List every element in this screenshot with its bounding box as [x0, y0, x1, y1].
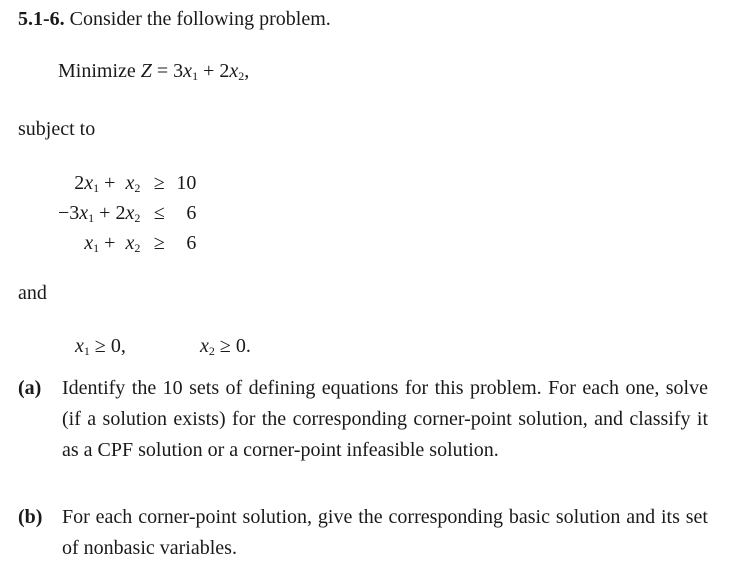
nonnegativity-x2: $x_2 \ge 0$.: [200, 335, 251, 358]
constraint-operator: ≤: [153, 202, 165, 224]
and-label: and: [18, 282, 47, 304]
constraint-rhs: 10: [176, 172, 197, 194]
part-a-text: Identify the 10 sets of defining equations for this problem. For each one, solve (if a solution exists) for the corresponding corner-point solution, and classify it as a CPF solution or a corner-point infeasible solution.: [62, 377, 708, 461]
part-a: [18, 373, 708, 466]
problem-number: 5.1-6.: [18, 8, 65, 30]
constraint-row: [58, 228, 196, 258]
objective-function: Minimize $Z = 3x_1 + 2x_2$,: [58, 60, 250, 83]
part-a-label: (a): [18, 377, 42, 399]
constraint-lhs: $x_1 + x_2$: [84, 232, 141, 255]
part-b-label: (b): [18, 506, 43, 528]
constraint-row: [58, 198, 196, 228]
constraints-table: [58, 168, 196, 258]
problem-title: [18, 8, 331, 31]
problem-intro: Consider the following problem.: [69, 8, 331, 30]
nonnegativity-x1: $x_1 \ge 0$,: [75, 335, 126, 358]
constraint-lhs: $-3x_1 + 2x_2$: [58, 202, 141, 225]
subject-to-label: subject to: [18, 118, 96, 140]
constraint-row: [58, 168, 196, 198]
constraint-operator: ≥: [153, 232, 165, 254]
constraint-rhs: 6: [186, 202, 197, 224]
constraint-operator: ≥: [153, 172, 165, 194]
constraint-lhs: $2x_1 + x_2$: [74, 172, 141, 195]
part-b: [18, 502, 708, 564]
part-b-text: For each corner-point solution, give the corresponding basic solution and its set of nonbasic variables.: [62, 506, 708, 559]
constraint-rhs: 6: [186, 232, 197, 254]
